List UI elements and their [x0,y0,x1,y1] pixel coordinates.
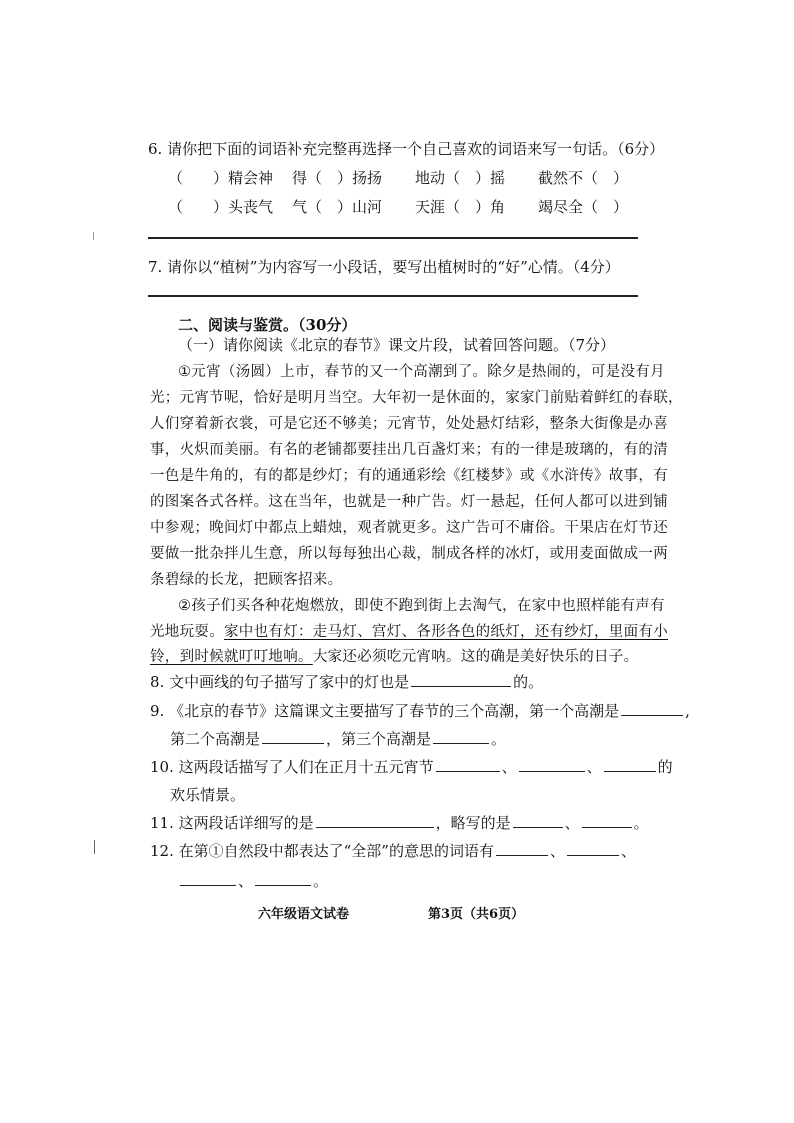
q12-sep: 、 [549,842,565,860]
answer-blank[interactable] [621,701,683,716]
q6-row2-item: 气（ ）山河 [292,198,383,216]
answer-blank[interactable] [411,672,511,687]
q9-comma: , [685,702,690,720]
q11 [150,812,649,833]
q6-prompt: 6. 请你把下面的词语补充完整再选择一个自己喜欢的词语来写一句话。（6分） [148,140,665,158]
answer-blank[interactable] [604,757,656,772]
q6-row2-item: 竭尽全（ ） [538,198,629,216]
q6-row1-item: 截然不（ ） [538,169,629,187]
underlined-sentence: 铃，到时候就叮叮地响。 [150,649,313,665]
passage-line: 的图案各式各样。这在当年，也就是一种广告。灯一悬起，任何人都可以进到铺 [150,494,668,510]
answer-blank[interactable] [436,757,500,772]
q6-row1-item: （ ）精会神 [168,169,274,187]
q10-text-end: 的 [657,758,673,776]
passage-text: 光地玩耍。 [150,624,224,640]
passage-line: 中参观；晚间灯中都点上蜡烛，观者就更多。这广告可不庸俗。干果店在灯节还 [150,520,668,536]
margin-mark [93,232,98,240]
section-subtitle: （一）请你阅读《北京的春节》课文片段，试着回答问题。（7分） [178,336,616,354]
q10-line1 [150,756,673,777]
passage-line: 人们穿着新衣裳，可是它还不够美；元宵节，处处悬灯结彩，整条大街像是办喜 [150,416,668,432]
q11-text: 11. 这两段话详细写的是 [150,814,314,832]
q9-line2 [170,728,506,749]
q12-line1 [150,840,636,861]
q10-line2: 欢乐情景。 [170,786,246,804]
passage-line: ①元宵（汤圆）上市，春节的又一个高潮到了。除夕是热闹的，可是没有月 [178,364,665,380]
q10-sep: 、 [501,758,517,776]
answer-line[interactable] [148,295,638,297]
footer-exam-title: 六年级语文试卷 [258,907,350,922]
answer-blank[interactable] [433,729,489,744]
q12-sep: 、 [238,872,254,890]
q9-text: 第二个高潮是 [170,730,261,748]
passage-line: ②孩子们买各种花炮燃放，即使不跑到街上去淘气，在家中也照样能有声有 [178,598,665,614]
q12-sep: 、 [620,842,636,860]
answer-blank[interactable] [255,871,311,886]
section-title: 二、阅读与鉴赏。（30分） [178,316,357,334]
q9-text: 9. 《北京的春节》这篇课文主要描写了春节的三个高潮，第一个高潮是 [150,702,620,720]
q10-sep: 、 [586,758,602,776]
passage-line: 事，火炽而美丽。有名的老铺都要挂出几百盏灯来；有的一律是玻璃的，有的清 [150,442,668,458]
answer-blank[interactable] [180,871,236,886]
answer-blank[interactable] [316,813,434,828]
q6-row1-item: 得（ ）扬扬 [292,169,383,187]
passage-line: 一色是牛角的，有的都是纱灯；有的通通彩绘《红楼梦》或《水浒传》故事，有 [150,468,668,484]
q12-text: 12. 在第①自然段中都表达了“全部”的意思的词语有 [150,842,494,860]
answer-blank[interactable] [582,813,632,828]
q11-text: ，略写的是 [435,814,511,832]
q8-text-end: 的。 [513,673,544,691]
passage-line [150,645,638,666]
q7-prompt: 7. 请你以“植树”为内容写一小段话，要写出植树时的“好”心情。（4分） [148,258,620,276]
q6-row2-item: 天涯（ ）角 [415,198,506,216]
q6-row2-item: （ ）头丧气 [168,198,274,216]
passage-line: 要做一批杂拌儿生意，所以每每独出心裁，制成各样的冰灯，或用麦面做成一两 [150,546,668,562]
answer-blank[interactable] [513,813,563,828]
q11-sep: 、 [564,814,580,832]
q9-line1 [150,700,690,721]
q12-line2 [178,870,328,891]
passage-line [150,620,668,641]
underlined-sentence: 家中也有灯：走马灯、宫灯、各形各色的纸灯，还有纱灯，里面有小 [224,624,668,640]
answer-blank[interactable] [262,729,324,744]
q9-text: 。 [491,730,507,748]
passage-line: 光；元宵节呢，恰好是明月当空。大年初一是休面的，家家门前贴着鲜红的春联， [150,390,683,406]
answer-blank[interactable] [519,757,585,772]
q12-end: 。 [313,872,329,890]
answer-blank[interactable] [567,841,619,856]
passage-text: 大家还必须吃元宵呐。这的确是美好快乐的日子。 [312,649,639,665]
q6-row1-item: 地动（ ）摇 [415,169,506,187]
answer-blank[interactable] [496,841,548,856]
margin-mark [94,840,101,854]
footer-page-number: 第3页（共6页） [428,907,525,922]
q8 [150,671,543,692]
passage-line: 条碧绿的长龙，把顾客招来。 [150,572,343,588]
q10-text: 10. 这两段话描写了人们在正月十五元宵节 [150,758,434,776]
q8-text: 8. 文中画线的句子描写了家中的灯也是 [150,673,410,691]
q9-text: ，第三个高潮是 [326,730,432,748]
q11-end: 。 [633,814,649,832]
answer-line[interactable] [148,237,638,239]
